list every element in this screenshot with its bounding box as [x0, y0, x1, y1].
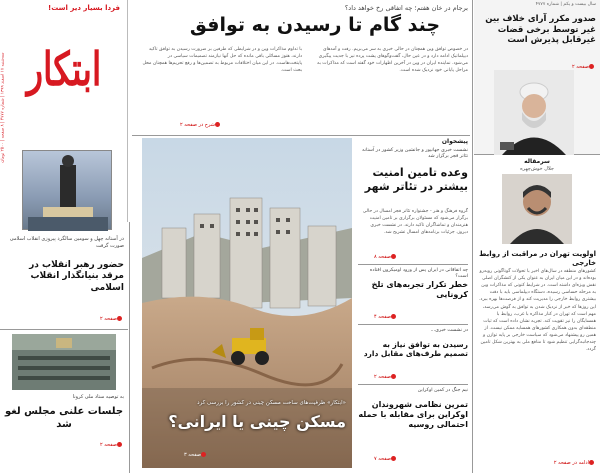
portrait-cleric-icon — [494, 70, 574, 155]
cartoon-figure-icon — [23, 151, 113, 231]
editorial-body: کشورهای منطقه در سال‌های اخیر با تحولات گوناگونی روبه‌رو بوده‌اند و در این میان ایران به عنوان یکی از کنشگران اصلی نقش ویژه‌ای داشته است. در شرایط کنونی که مذاکرات وین به مرحله حساسی رسیده، دستگاه دیپلماسی باید با دقت بیشتری روابط خارجی را مدیریت کند و از فرصت‌ها بهره ببرد. این روزها که خبر از نزدیک شدن به توافق به گوش می‌رسد، مهم است که تهران در کنار مذاکره با غرب، روابط با همسایگان را نیز تقویت کند. تجربه نشان داده است که ثبات منطقه‌ای بدون همکاری کشورهای همسایه ممکن نیست. از همین رو پیشنهاد می‌شود که سیاست خارجی بر پایه توازن و چندجانبه‌گرایی تنظیم شود تا منافع ملی به بهترین شکل تامین گردد. — [478, 269, 596, 353]
editorial-headline: اولویت تهران در مراقبت از روابط خارجی — [479, 250, 596, 267]
ref-dot-icon — [391, 314, 396, 319]
left-story-1-headline: حضور رهبر انقلاب در مرقد بنیانگذار انقلاب اسلامی — [29, 260, 124, 293]
left-story-2[interactable] — [0, 392, 128, 473]
masthead-slogan: فردا بسیار دیر است! — [48, 4, 120, 12]
left-story-1-kicker: در آستانه چهل و سومین سالگرد پیروزی انقلاب اسلامی صورت گرفت — [9, 236, 124, 249]
lead-story[interactable] — [132, 0, 470, 134]
columnist-photo — [502, 174, 572, 244]
lead-body-right: در خصوص توافق وین همچنان در حالی خبری به سر می‌بریم. رفت و آمدهای دیپلماتیک ادامه دارد و در عین حال، گفت‌وگوهای پشت پرده نیز با جدیت پیگیری می‌شود. نماینده ایران در وین در آخرین اظهارات خود گفته است که مذاکرات به مراحل پایانی خود نزدیک شده است. — [317, 47, 468, 74]
masthead-logo: ابتکار — [26, 43, 102, 97]
ref-dot-icon — [589, 64, 594, 69]
columnist-name: جلال خوش‌چهره — [520, 166, 554, 172]
masthead-dateline: سه‌شنبه ۱۸ اسفند ۱۳۹۹ | شماره ۴۷۷۷ | ۸ صفحه | ۲۵۰۰ تومان — [0, 52, 5, 163]
main-photo[interactable] — [142, 138, 352, 468]
middle-column — [356, 138, 470, 473]
top-right-story[interactable] — [474, 0, 600, 155]
masthead — [0, 0, 128, 222]
divider — [358, 324, 468, 325]
ref-dot-icon — [201, 452, 206, 457]
left-story-2-headline: جلسات علنی مجلس لغو شد — [4, 406, 124, 430]
lead-body-left: با تداوم مذاکرات وین و در شرایطی که طرفین بر ضرورت رسیدن به توافق تاکید دارند، هنوز مسائلی باقی مانده که حل آنها نیازمند تصمیمات سیاسی در پایتخت‌هاست. در این میان اختلافات مربوط به تضمین‌ها و رفع تحریم‌ها همچنان محل بحث است. — [142, 47, 302, 74]
ref-dot-icon — [391, 374, 396, 379]
middle-label: پیشخوان — [441, 138, 468, 145]
item4-headline[interactable]: تمرین نظامی شهروندان اوکراین برای مقابله با حمله احتمالی روسیه — [358, 400, 468, 429]
item1-ref: صفحه ۸ — [358, 254, 398, 260]
editorial-ref: ادامه در صفحه ۲ — [478, 460, 596, 466]
item1-body: گروه فرهنگ و هنر - جشنواره تئاتر فجر امسال در حالی برگزار می‌شود که مسئولان برگزاری بر تامین امنیت هنرمندان و تماشاگران تاکید دارند. در نشست خبری دیروز، جزئیات برنامه‌های امسال تشریح شد. — [362, 209, 468, 236]
divider — [472, 0, 473, 473]
top-right-dateline: سال بیست و یکم | شماره ۴۷۷۷ — [535, 2, 596, 7]
ref-dot-icon — [215, 122, 220, 127]
main-photo-caption: «ابتکار» ظرفیت‌های ساخت مسکن چینی در کشور را بررسی کرد — [197, 400, 346, 406]
left-story-1[interactable] — [0, 232, 128, 330]
item1-headline[interactable]: وعده تامین امنیت بیشتر در تئاتر شهر — [364, 166, 468, 193]
item4-kicker: نیم جنگ در کمین اوکراین — [417, 388, 468, 393]
divider — [358, 384, 468, 385]
left-story-1-ref: صفحه ۲ — [84, 316, 124, 322]
left-story-2-ref: صفحه ۲ — [84, 442, 124, 448]
parliament-hall-icon — [12, 334, 116, 390]
main-photo-ref: صفحه ۳ — [148, 452, 208, 458]
item2-kicker: چه اتفاقاتی در ایران پس از ورود اومیکرون افتاده است؟ — [369, 268, 468, 280]
columnist-label: سرمقاله — [524, 158, 550, 165]
cartoon-image — [22, 150, 112, 230]
item3-kicker: در نشست خبری... — [430, 328, 468, 333]
top-right-ref: صفحه ۲ — [554, 64, 596, 70]
ref-dot-icon — [391, 254, 396, 259]
ref-dot-icon — [117, 442, 122, 447]
columnist-portrait-icon — [502, 174, 572, 244]
top-right-photo — [494, 70, 574, 155]
ref-dot-icon — [391, 456, 396, 461]
lead-kicker: برجام در خان هفتم؛ چه اتفاقی رخ خواهد داد؟ — [344, 4, 468, 12]
divider — [358, 264, 468, 265]
lead-headline: چند گام تا رسیدن به توافق — [189, 14, 441, 36]
item1-kicker: نشست خبری جهانپور و جانشین وزیر کشور در آستانه تئاتر فجر برگزار شد — [362, 148, 468, 160]
ref-dot-icon — [117, 316, 122, 321]
divider — [129, 222, 130, 473]
item2-headline[interactable]: خطر تکرار تجربه‌های تلخ کرونایی — [371, 280, 468, 299]
item4-ref: صفحه ۷ — [358, 456, 398, 462]
main-photo-headline: مسکن چینی یا ایرانی؟ — [168, 412, 346, 431]
parliament-photo — [12, 334, 116, 390]
top-right-headline: صدور مکرر آرای خلاف بین غیر توسط برخی قضات غیرقابل پذیرش است — [485, 14, 596, 46]
item3-ref: صفحه ۲ — [358, 374, 398, 380]
left-story-2-kicker: به توصیه ستاد ملی کرونا — [72, 394, 124, 400]
item3-headline[interactable]: رسیدن به توافق نیاز به تصمیم طرف‌های مقابل دارد — [363, 340, 468, 359]
divider — [132, 135, 470, 136]
ref-dot-icon — [589, 460, 594, 465]
editorial[interactable] — [474, 156, 600, 473]
item2-ref: صفحه ۴ — [358, 314, 398, 320]
lead-ref: شرح در صفحه ۲ — [142, 122, 222, 128]
